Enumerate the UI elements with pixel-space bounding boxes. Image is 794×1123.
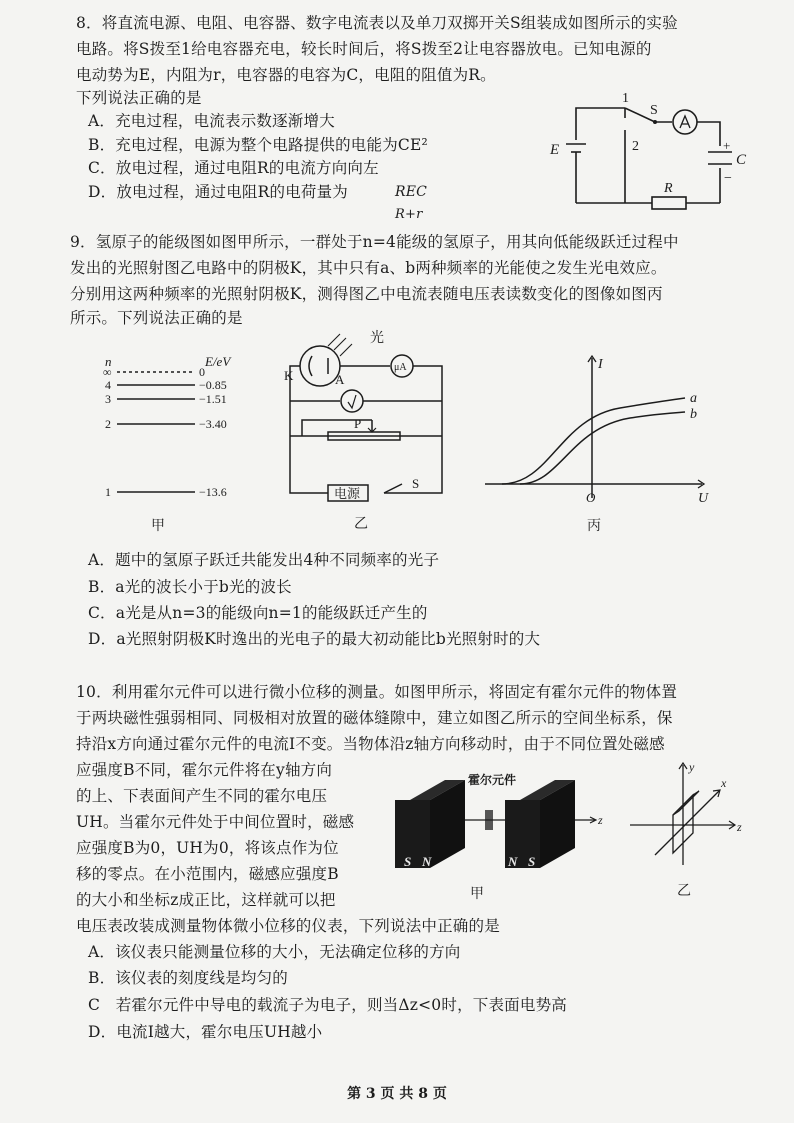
q10-stem-line-10: 电压表改装成测量物体微小位移的仪表，下列说法中正确的是 — [76, 917, 500, 935]
q9-photoelectric-circuit — [272, 328, 472, 543]
q9-fig-jia-caption: 甲 — [151, 519, 165, 534]
q8-option-d-denominator: R+r — [395, 207, 423, 222]
q10-fig-yi-caption: 乙 — [677, 884, 691, 899]
q9-stem-line-4: 所示。下列说法正确的是 — [70, 309, 243, 327]
q9-graph-origin: O — [586, 490, 596, 505]
q10-magnet-left-n: N — [422, 854, 432, 869]
q10-fig-b-z-axis: z — [737, 820, 742, 834]
q8-capacitor-c-label: C — [736, 152, 747, 168]
q9-level-e-4: −0.85 — [199, 378, 227, 392]
q10-option-c: C 若霍尔元件中导电的载流子为电子，则当Δz<0时，下表面电势高 — [88, 996, 567, 1014]
ammeter-a-icon — [680, 116, 690, 128]
q10-fig-b-y-axis: y — [689, 760, 695, 774]
q9-curve-b — [520, 412, 685, 484]
q9-option-c: C．a光是从n=3的能级向n=1的能级跃迁产生的 — [88, 604, 428, 622]
q9-level-n-header: n — [105, 354, 112, 369]
q8-option-d-numerator: REC — [395, 184, 428, 200]
q10-stem-line-1: 10．利用霍尔元件可以进行微小位移的测量。如图甲所示，将固定有霍尔元件的物体置 — [76, 683, 678, 701]
q9-fig-bing-caption: 丙 — [587, 519, 601, 534]
q10-stem-line-2: 于两块磁性强弱相同、同极相对放置的磁体缝隙中，建立如图乙所示的空间坐标系，保 — [76, 709, 673, 727]
q10-magnet-right-s: S — [528, 854, 536, 869]
q8-contact-2-label: 2 — [632, 139, 639, 154]
q9-graph-x-label: U — [698, 491, 709, 506]
q9-stem-line-2: 发出的光照射图乙电路中的阴极K，其中只有a、b两种频率的光能使之发生光电效应。 — [70, 259, 667, 277]
q10-option-b: B．该仪表的刻度线是均匀的 — [88, 969, 288, 987]
q10-stem-line-8: 移的零点。在小范围内，磁感应强度B — [76, 865, 339, 883]
q9-iu-graph — [480, 348, 720, 543]
q8-circuit-diagram — [540, 88, 780, 218]
q10-hall-element-label: 霍尔元件 — [468, 773, 517, 787]
q8-option-a: A．充电过程，电流表示数逐渐增大 — [88, 112, 335, 130]
q9-curve-a — [502, 398, 685, 484]
q8-option-b: B．充电过程，电源为整个电路提供的电能为CE² — [88, 136, 428, 154]
q9-graph-y-label: I — [598, 357, 603, 372]
q8-option-c: C．放电过程，通过电阻R的电流方向向左 — [88, 159, 379, 177]
q9-light-label: 光 — [370, 331, 384, 346]
q9-energy-level-diagram — [95, 352, 265, 542]
q10-magnet-right-n: N — [508, 854, 518, 869]
q8-capacitor-plus: + — [723, 138, 731, 153]
q8-stem-line-3: 电动势为E，内阻为r，电容器的电容为C，电阻的阻值为R。 — [76, 66, 496, 84]
q9-cathode-k-label: K — [284, 368, 294, 383]
q9-curve-b-label: b — [690, 407, 697, 422]
q9-anode-a-label: A — [335, 372, 345, 387]
q9-slider-p-label: P — [354, 416, 362, 431]
q10-magnet-figure — [390, 770, 620, 905]
q8-stem-line-4: 下列说法正确的是 — [76, 89, 202, 107]
q9-curve-a-label: a — [690, 391, 697, 406]
q9-option-b: B．a光的波长小于b光的波长 — [88, 578, 292, 596]
page-footer: 第 3 页 共 8 页 — [347, 1086, 447, 1102]
q9-microammeter-label: μA — [394, 362, 407, 373]
q8-resistor-r-label: R — [664, 181, 673, 196]
q9-level-n-3: 3 — [105, 392, 111, 406]
q10-fig-jia-caption: 甲 — [470, 887, 484, 902]
q9-option-d: D．a光照射阴极K时逸出的光电子的最大初动能比b光照射时的大 — [88, 630, 541, 648]
voltmeter-v-icon — [348, 395, 356, 408]
q8-option-d: D．放电过程，通过电阻R的电荷量为 — [88, 183, 348, 201]
q10-stem-line-9: 的大小和坐标z成正比，这样就可以把 — [76, 891, 336, 909]
q9-level-n-2: 2 — [105, 417, 111, 431]
q10-stem-line-6: UH。当霍尔元件处于中间位置时，磁感 — [76, 813, 355, 831]
q8-stem-line-2: 电路。将S拨至1给电容器充电，较长时间后，将S拨至2让电容器放电。已知电源的 — [76, 40, 652, 58]
q9-switch-s-label: S — [412, 476, 420, 491]
q9-level-n-4: 4 — [105, 378, 111, 392]
q9-level-e-1: −13.6 — [199, 485, 227, 499]
q10-stem-line-5: 的上、下表面间产生不同的霍尔电压 — [76, 787, 328, 805]
q9-option-a: A．题中的氢原子跃迁共能发出4种不同频率的光子 — [88, 551, 440, 569]
q9-stem-line-1: 9．氢原子的能级图如图甲所示，一群处于n=4能级的氢原子，用其向低能级跃迁过程中 — [70, 233, 679, 251]
q9-fig-yi-caption: 乙 — [354, 517, 368, 532]
q9-level-e-3: −1.51 — [199, 392, 227, 406]
q9-level-unit-header: E/eV — [205, 354, 231, 369]
q10-option-d: D．电流I越大，霍尔电压UH越小 — [88, 1023, 323, 1041]
q10-stem-line-4: 应强度B不同，霍尔元件将在y轴方向 — [76, 761, 333, 779]
q10-option-a: A．该仪表只能测量位移的大小，无法确定位移的方向 — [88, 943, 461, 961]
q8-switch-s-label: S — [650, 103, 658, 118]
q8-emf-e-label: E — [550, 142, 560, 158]
q8-contact-1-label: 1 — [622, 91, 629, 106]
q10-stem-line-7: 应强度B为0，UH为0，将该点作为位 — [76, 839, 339, 857]
q10-coordinate-figure — [625, 755, 750, 905]
q8-stem-line-1: 8．将直流电源、电阻、电容器、数字电流表以及单刀双掷开关S组装成如图所示的实验 — [76, 14, 678, 32]
q8-capacitor-minus: − — [724, 171, 732, 186]
q10-stem-line-3: 持沿x方向通过霍尔元件的电流I不变。当物体沿z轴方向移动时，由于不同位置处磁感 — [76, 735, 665, 753]
q10-magnet-left-s: S — [404, 854, 412, 869]
q10-fig-a-z-axis: z — [598, 813, 603, 827]
q9-source-label: 电源 — [334, 486, 361, 501]
q9-level-n-inf: ∞ — [103, 365, 112, 379]
q9-level-e-2: −3.40 — [199, 417, 227, 431]
q9-level-e-inf: 0 — [199, 365, 205, 379]
q9-level-n-1: 1 — [105, 485, 111, 499]
q9-stem-line-3: 分别用这两种频率的光照射阴极K，测得图乙中电流表随电压表读数变化的图像如图丙 — [70, 285, 663, 303]
q10-fig-b-x-axis: x — [721, 776, 727, 790]
